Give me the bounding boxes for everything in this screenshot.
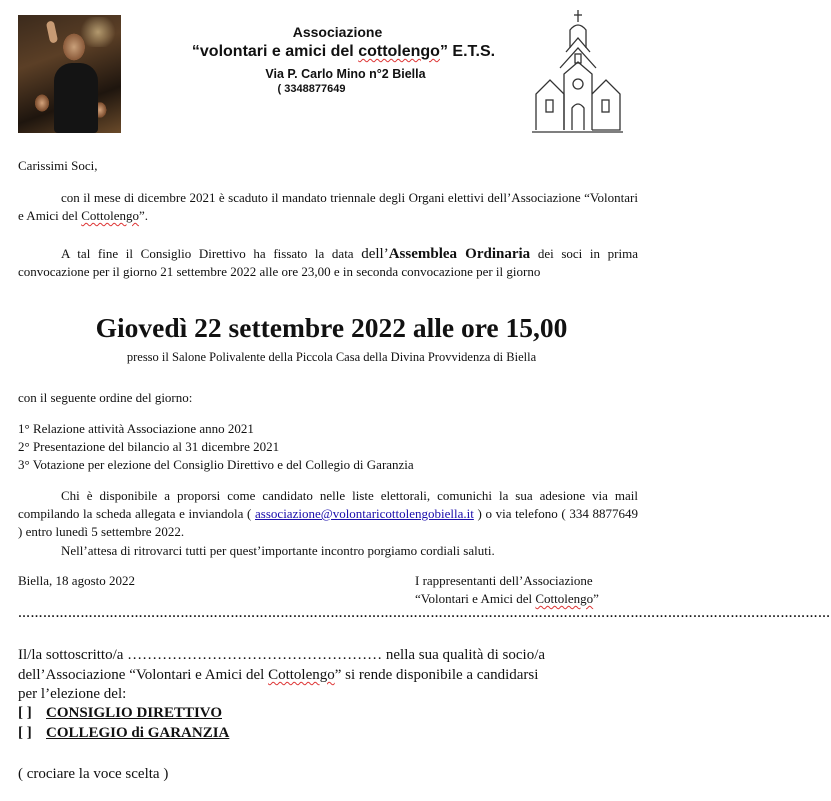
header-association-name: “volontari e amici del cottolengo” E.T.S. (191, 43, 496, 60)
paragraph-candidates: Chi è disponibile a proporsi come candidato nelle liste elettorali, comunichi la sua adesione via mail compilando la scheda allegata e inviandola ( associazione@volontaricottolengobiella.it ) o via telefono ( 334 8877649 ) entro lunedì 5 settembre 2022. (18, 488, 638, 539)
greeting: Carissimi Soci, (18, 158, 98, 173)
signature-line-1: I rappresentanti dell’Associazione (415, 573, 593, 588)
checkbox-bracket[interactable]: [ ] (18, 705, 32, 721)
option-label: CONSIGLIO DIRETTIVO (46, 705, 222, 721)
place-date: Biella, 18 agosto 2022 (18, 573, 135, 588)
option-collegio-garanzia[interactable] (18, 725, 229, 742)
header-association: Associazione (292, 24, 383, 40)
meeting-date-headline: Giovedì 22 settembre 2022 alle ore 15,00 (95, 312, 568, 343)
agenda-item: 1° Relazione attività Associazione anno 2021 (18, 421, 254, 436)
email-link[interactable]: associazione@volontaricottolengobiella.it (255, 506, 474, 521)
form-line-signatory: Il/la sottoscritto/a …………………………………………… nella sua qualità di socio/a (18, 647, 546, 663)
option-label: COLLEGIO di GARANZIA (46, 725, 230, 741)
agenda-item: 3° Votazione per elezione del Consiglio Direttivo e del Collegio di Garanzia (18, 457, 414, 472)
form-line-availability: dell’Associazione “Volontari e Amici del Cottolengo” si rende disponibile a candidarsi (18, 667, 539, 683)
header-phone: ( 3348877649 (277, 83, 346, 95)
form-line-election: per l’elezione del: (18, 686, 127, 702)
church-icon (530, 8, 625, 134)
paragraph-assembly: A tal fine il Consiglio Direttivo ha fissato la data dell’Assemblea Ordinaria dei soci in prima convocazione per il giorno 21 settembre 2022 alle ore 23,00 e in seconda convocazione per il giorno (18, 246, 638, 279)
agenda-item: 2° Presentazione del bilancio al 31 dicembre 2021 (18, 439, 280, 454)
checkbox-bracket[interactable]: [ ] (18, 725, 32, 741)
option-consiglio-direttivo[interactable] (18, 705, 222, 722)
dotted-separator: …………………………………………………………………………………………………………………………………………………………………………… (18, 606, 831, 620)
signature-line-2: “Volontari e Amici del Cottolengo” (415, 591, 599, 606)
form-note: ( crociare la voce scelta ) (18, 766, 169, 782)
paragraph-greetings: Nell’attesa di ritrovarci tutti per quest’importante incontro porgiamo cordiali saluti. (61, 543, 495, 558)
meeting-venue: presso il Salone Polivalente della Piccola Casa della Divina Provvidenza di Biella (126, 350, 537, 364)
agenda-intro: con il seguente ordine del giorno: (18, 390, 193, 405)
header-address: Via P. Carlo Mino n°2 Biella (265, 67, 426, 81)
paragraph-mandate: con il mese di dicembre 2021 è scaduto il mandato triennale degli Organi elettivi dell’Associazione “Volontari e Amici del Cottolengo”. (18, 190, 638, 223)
